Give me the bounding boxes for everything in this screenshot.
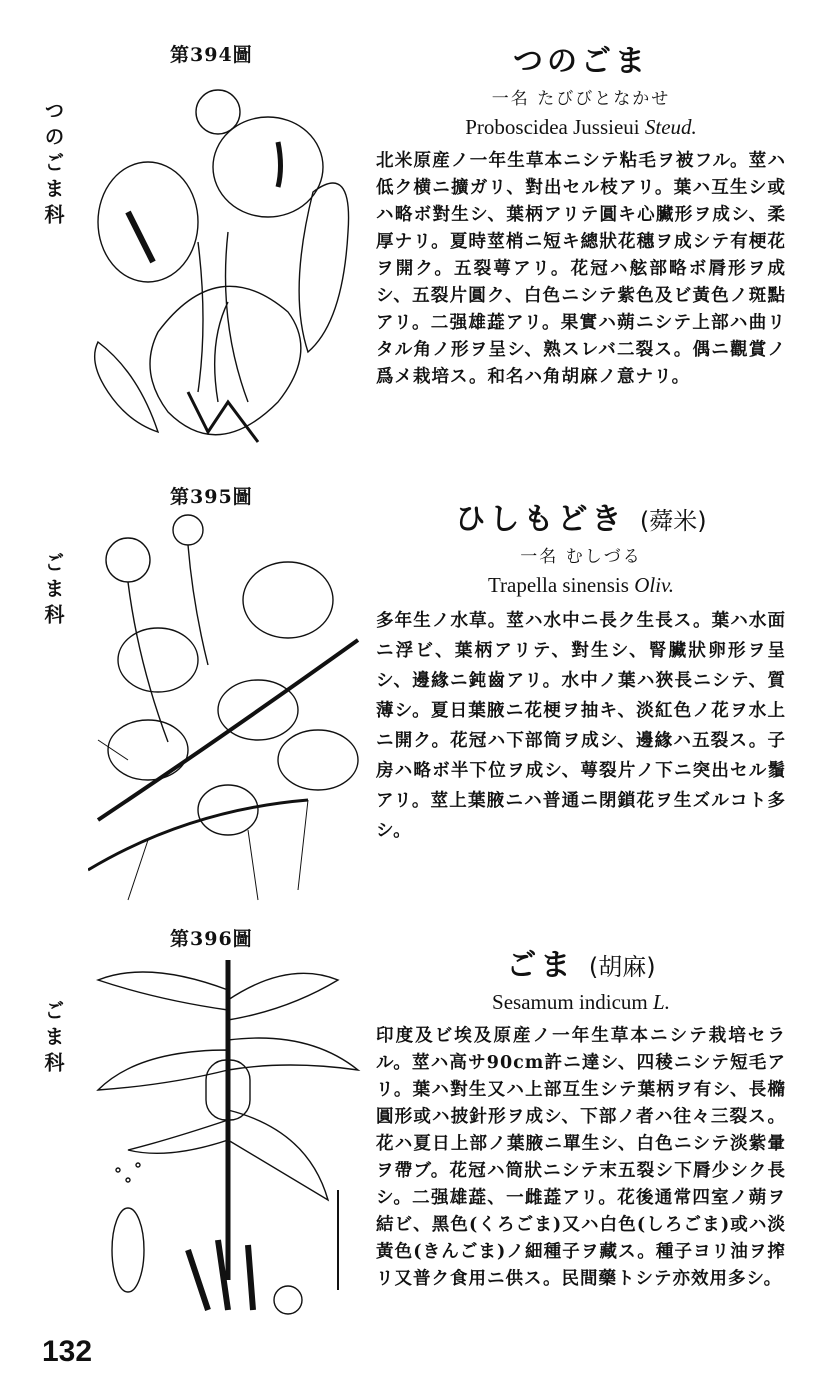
binomial: Trapella sinensis (487, 573, 629, 597)
family-label: つのごま科 (41, 100, 65, 230)
entry-text (376, 940, 786, 1293)
description: 印度及ビ埃及原産ノ一年生草本ニシテ栽培セラル。莖ハ高サ90cm許ニ達シ、四稜ニシテ短毛アリ。葉ハ對生又ハ上部互生シテ葉柄ヲ有シ、長橢圓形或ハ披針形ヲ成シ、下部ノ者ハ往々三裂ス。花ハ夏日上部ノ葉腋ニ單生シ、白色ニシテ淡紫暈ヲ帶ブ。花冠ハ筒狀ニシテ末五裂シ下脣少シク長シ。二强雄蕋、一雌蕋アリ。花後通常四室ノ蒴ヲ結ビ、黑色(くろごま)又ハ白色(しろごま)或ハ淡黃色(きんごま)ノ細種子ヲ藏ス。種子ヨリ油ヲ搾リ又普ク食用ニ供ス。民間藥トシテ亦效用多シ。 (376, 1026, 786, 1289)
entry-title (376, 36, 786, 80)
entry-goma (0, 930, 840, 1340)
figure-label: 第396圖 (170, 928, 253, 950)
figure-label: 第394圖 (170, 44, 253, 66)
author: Oliv. (634, 573, 675, 597)
japanese-name: ひしもどき (455, 502, 626, 537)
author: Steud. (644, 115, 697, 139)
description: 多年生ノ水草。莖ハ水中ニ長ク生長ス。葉ハ水面ニ浮ビ、葉柄アリテ、對生シ、腎臟狀卵形ヲ呈シ、邊緣ニ鈍齒アリ。水中ノ葉ハ狹長ニシテ、質薄シ。夏日葉腋ニ花梗ヲ抽キ、淡紅色ノ花ヲ水上ニ開ク。花冠ハ下部筒ヲ成シ、邊緣ハ五裂ス。子房ハ略ボ半下位ヲ成シ、萼裂片ノ下ニ突出セル鬚アリ。莖上葉腋ニハ普通ニ閉鎖花ヲ生ズルコト多シ。 (376, 611, 786, 841)
entry-tsunogoma (0, 0, 840, 480)
japanese-name: つのごま (513, 44, 649, 79)
family-label: ごま科 (41, 552, 65, 630)
scientific-name (376, 573, 786, 598)
japanese-name: ごま (506, 948, 575, 983)
kanji-name: (蕣米) (639, 507, 707, 535)
entry-hishimodoki (0, 480, 840, 930)
kanji-name: (胡麻) (588, 953, 656, 981)
goma-illustration (88, 950, 368, 1340)
family-label: ごま科 (41, 1000, 65, 1078)
binomial: Proboscidea Jussieui (465, 115, 640, 139)
author: L. (653, 990, 670, 1014)
entry-text (376, 36, 786, 391)
entry-title (376, 494, 786, 538)
figure-label: 第395圖 (170, 486, 253, 508)
binomial: Sesamum indicum (492, 990, 648, 1014)
hishimodoki-illustration (88, 510, 368, 920)
scientific-name (376, 990, 786, 1015)
entry-text (376, 494, 786, 846)
entry-title (376, 940, 786, 984)
tsunogoma-illustration (88, 72, 368, 472)
description: 北米原産ノ一年生草本ニシテ粘毛ヲ被フル。莖ハ低ク横ニ擴ガリ、對出セル枝アリ。葉ハ互生シ或ハ略ボ對生シ、葉柄アリテ圓キ心臟形ヲ成シ、柔厚ナリ。夏時莖梢ニ短キ總狀花穗ヲ成シテ有梗花ヲ開ク。五裂萼アリ。花冠ハ舷部略ボ脣形ヲ成シ、五裂片圓ク、白色ニシテ紫色及ビ黃色ノ斑點アリ。二强雄蕋アリ。果實ハ蒴ニシテ上部ハ曲リタル角ノ形ヲ呈シ、熟スレバ二裂ス。偶ニ觀賞ノ爲メ栽培ス。和名ハ角胡麻ノ意ナリ。 (376, 151, 786, 387)
page-number: 132 (42, 1335, 93, 1368)
alternate-name: 一名 たびびとなかせ (491, 89, 671, 109)
scientific-name (376, 115, 786, 140)
alternate-name: 一名 むしづる (520, 547, 642, 567)
